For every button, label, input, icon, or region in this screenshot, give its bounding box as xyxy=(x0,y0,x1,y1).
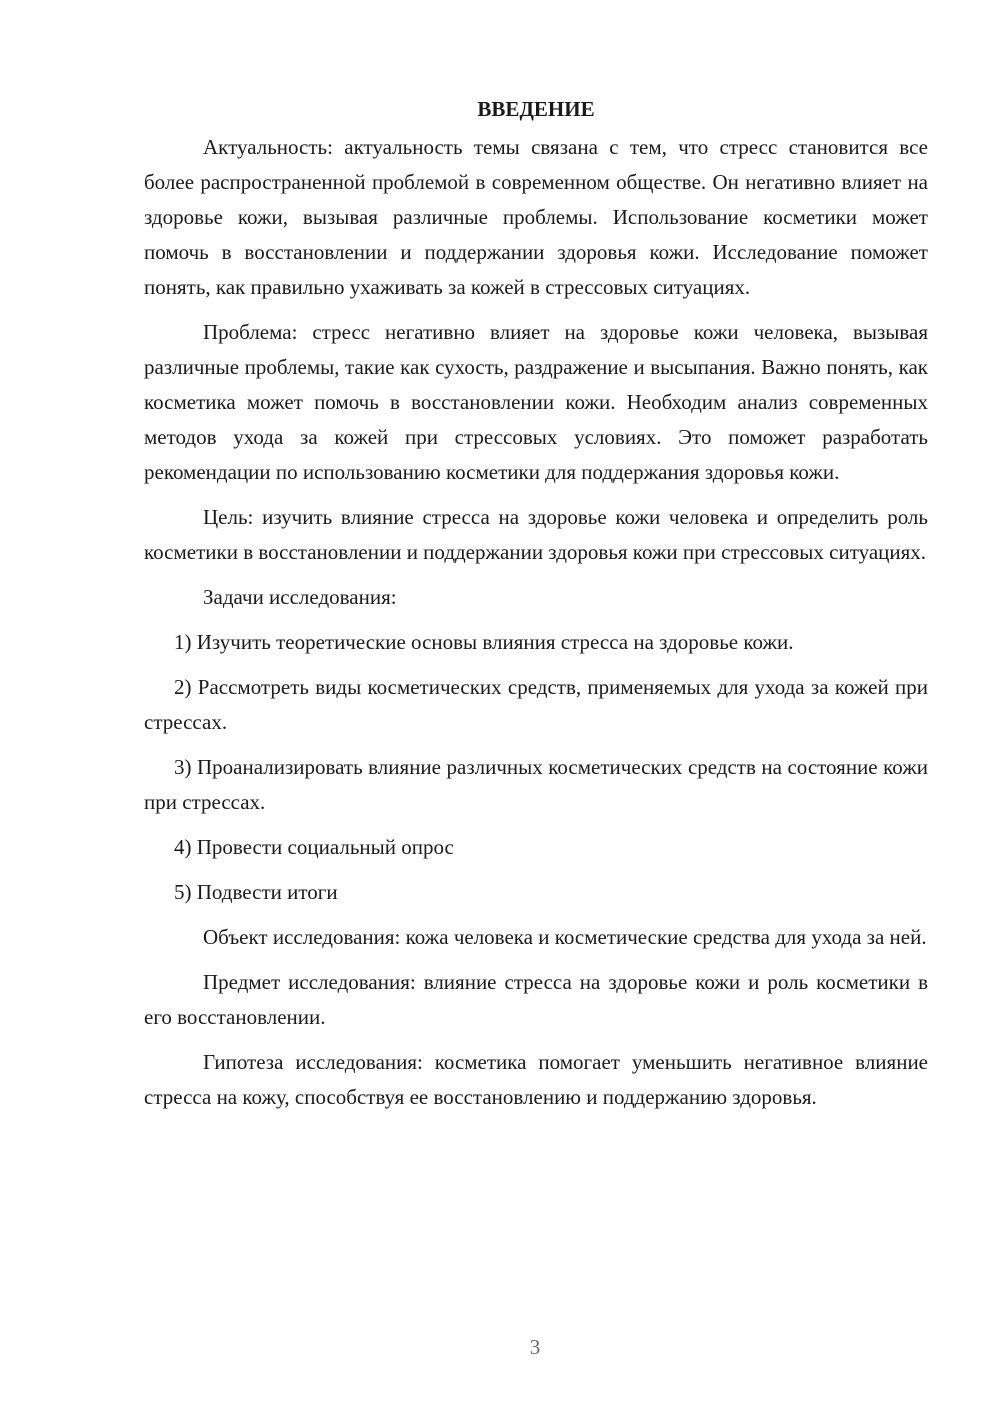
goal-paragraph: Цель: изучить влияние стресса на здоровье кожи человека и определить роль косметики в восстановлении и поддержании здоровья кожи при стрессовых ситуациях. xyxy=(144,505,928,564)
task-item-2: 2) Рассмотреть виды косметических средств, применяемых для ухода за кожей при стрессах. xyxy=(144,675,928,734)
hypothesis-paragraph: Гипотеза исследования: косметика помогает уменьшить негативное влияние стресса на кожу, способствуя ее восстановлению и поддержанию здоровья. xyxy=(144,1050,928,1109)
page-content xyxy=(144,92,928,1125)
tasks-title: Задачи исследования: xyxy=(203,585,397,609)
relevance-paragraph: Актуальность: актуальность темы связана с тем, что стресс становится все более распространенной проблемой в современном обществе. Он негативно влияет на здоровье кожи, вызывая различные проблемы. Использование косметики может помочь в восстановлении и поддержании здоровья кожи. Исследование поможет понять, как правильно ухаживать за кожей в стрессовых ситуациях. xyxy=(144,135,928,299)
subject-paragraph: Предмет исследования: влияние стресса на здоровье кожи и роль косметики в его восстановлении. xyxy=(144,970,928,1029)
task-item-4: 4) Провести социальный опрос xyxy=(174,835,454,859)
page-title: ВВЕДЕНИЕ xyxy=(477,97,595,121)
task-item-1: 1) Изучить теоретические основы влияния стресса на здоровье кожи. xyxy=(174,630,794,654)
page-number: 3 xyxy=(529,1335,541,1359)
object-paragraph: Объект исследования: кожа человека и косметические средства для ухода за ней. xyxy=(203,925,927,949)
problem-paragraph: Проблема: стресс негативно влияет на здоровье кожи человека, вызывая различные проблемы, такие как сухость, раздражение и высыпания. Важно понять, как косметика может помочь в восстановлении кожи. Необходим анализ современных методов ухода за кожей при стрессовых условиях. Это поможет разработать рекомендации по использованию косметики для поддержания здоровья кожи. xyxy=(144,320,928,484)
task-item-3: 3) Проанализировать влияние различных косметических средств на состояние кожи при стрессах. xyxy=(144,755,928,814)
task-item-5: 5) Подвести итоги xyxy=(174,880,338,904)
